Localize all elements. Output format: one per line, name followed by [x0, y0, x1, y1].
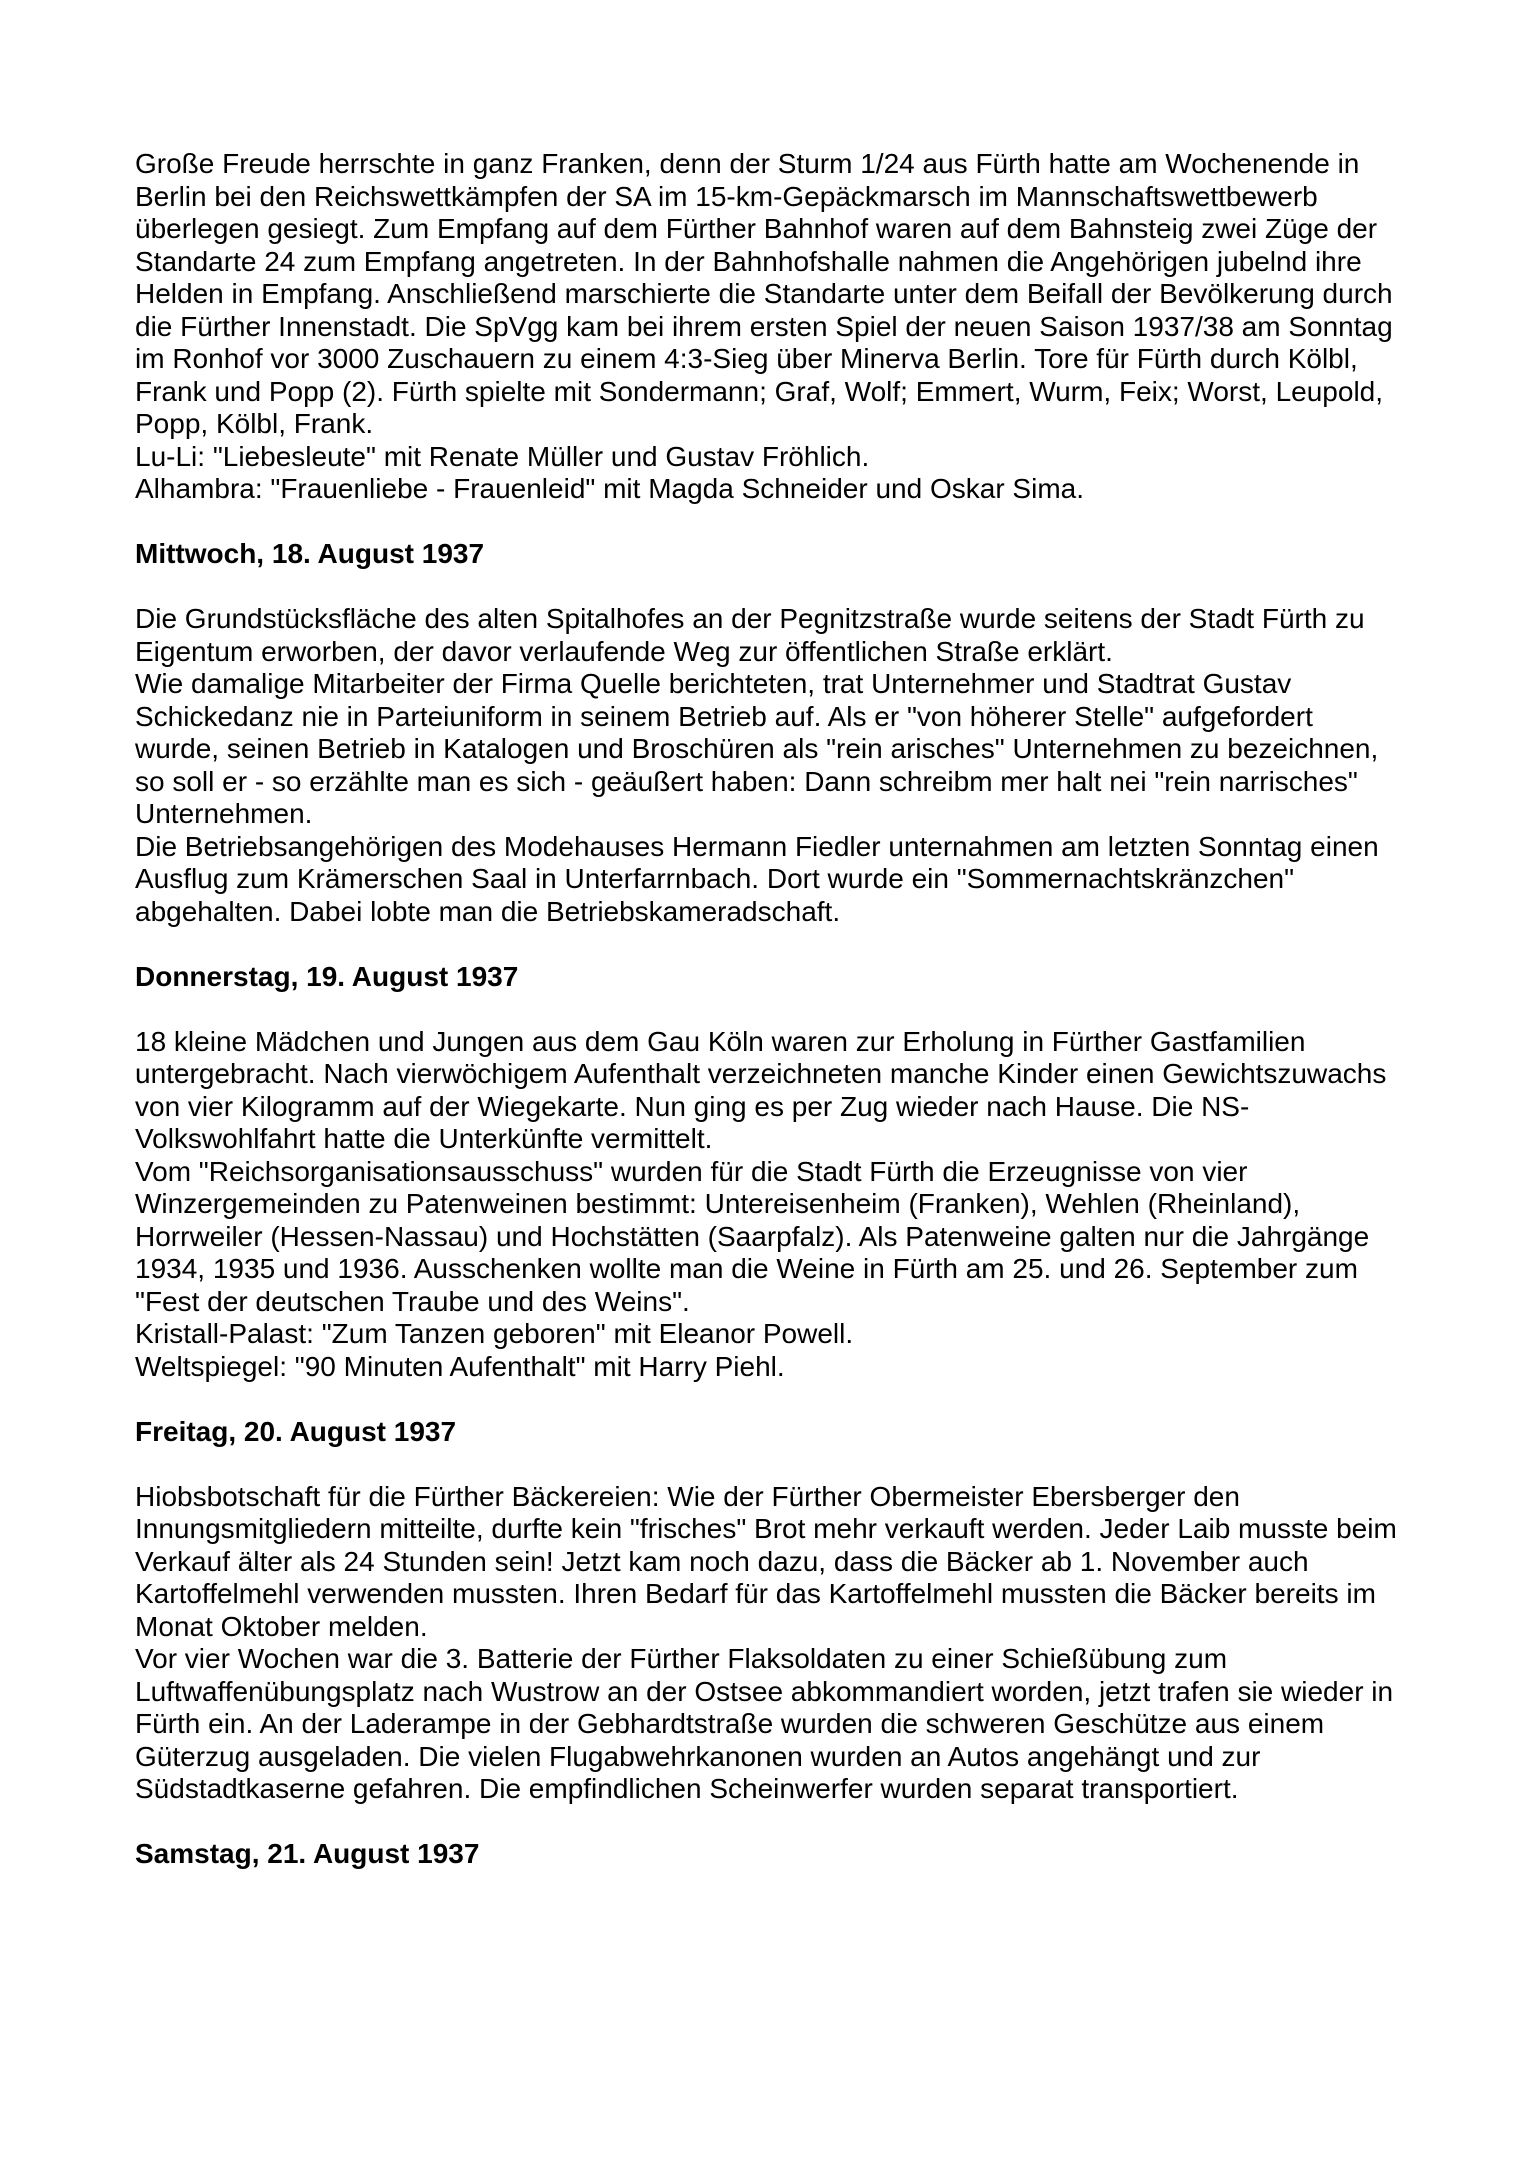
- date-heading: Donnerstag, 19. August 1937: [135, 960, 519, 992]
- paragraph: Vom "Reichsorganisationsausschuss" wurden für die Stadt Fürth die Erzeugnisse von vier Winzergemeinden zu Patenweinen bestimmt: Untereisenheim (Franken), Wehlen (Rheinland), Horrweiler (Hessen-Nassau) und Hochstätten (Saarpfalz). Als Patenweine galten nur die Jahrgänge 1934, 1935 und 1936. Ausschenken wollte man die Weine in Fürth am 25. und 26. September zum "Fest der deutschen Traube und des Weins".: [135, 1155, 1370, 1317]
- paragraph: Die Grundstücksfläche des alten Spitalhofes an der Pegnitzstraße wurde seitens der Stadt Fürth zu Eigentum erworben, der davor verlaufende Weg zur öffentlichen Straße erklärt.: [135, 603, 1365, 667]
- paragraph: Lu-Li: "Liebesleute" mit Renate Müller und Gustav Fröhlich.: [135, 440, 870, 472]
- paragraph: Weltspiegel: "90 Minuten Aufenthalt" mit Harry Piehl.: [135, 1350, 785, 1382]
- paragraph: Wie damalige Mitarbeiter der Firma Quelle berichteten, trat Unternehmer und Stadtrat Gustav Schickedanz nie in Parteiuniform in seinem Betrieb auf. Als er "von höherer Stelle" aufgefordert wurde, seinen Betrieb in Katalogen und Broschüren als "rein arisches" Unternehmen zu bezeichnen, so soll er - so erzählte man es sich - geäußert haben: Dann schreibm mer halt nei "rein narrisches" Unternehmen.: [135, 668, 1379, 829]
- date-heading: Mittwoch, 18. August 1937: [135, 538, 485, 569]
- paragraph: Große Freude herrschte in ganz Franken, denn der Sturm 1/24 aus Fürth hatte am Wochenende in Berlin bei den Reichswettkämpfen der SA im 15-km-Gepäckmarsch im Mannschaftswettbewerb überlegen gesiegt. Zum Empfang auf dem Fürther Bahnhof waren auf dem Bahnsteig zwei Züge der Standarte 24 zum Empfang angetreten. In der Bahnhofshalle nahmen die Angehörigen jubelnd ihre Helden in Empfang. Anschließend marschierte die Standarte unter dem Beifall der Bevölkerung durch die Fürther Innenstadt. Die SpVgg kam bei ihrem ersten Spiel der neuen Saison 1937/38 am Sonntag im Ronhof vor 3000 Zuschauern zu einem 4:3-Sieg über Minerva Berlin. Tore für Fürth durch Kölbl, Frank und Popp (2). Fürth spielte mit Sondermann; Graf, Wolf; Emmert, Wurm, Feix; Worst, Leupold, Popp, Kölbl, Frank.: [135, 148, 1393, 439]
- date-heading: Freitag, 20. August 1937: [135, 1415, 457, 1447]
- paragraph: Kristall-Palast: "Zum Tanzen geboren" mit Eleanor Powell.: [135, 1318, 854, 1349]
- date-heading: Samstag, 21. August 1937: [135, 1838, 480, 1869]
- paragraph: Alhambra: "Frauenliebe - Frauenleid" mit Magda Schneider und Oskar Sima.: [135, 473, 1084, 504]
- paragraph: Die Betriebsangehörigen des Modehauses Hermann Fiedler unternahmen am letzten Sonntag einen Ausflug zum Krämerschen Saal in Unterfarrnbach. Dort wurde ein "Sommernachtskränzchen" abgehalten. Dabei lobte man die Betriebskameradschaft.: [135, 830, 1379, 927]
- paragraph: Hiobsbotschaft für die Fürther Bäckereien: Wie der Fürther Obermeister Ebersberger den Innungsmitgliedern mitteilte, durfte kein "frisches" Brot mehr verkauft werden. Jeder Laib musste beim Verkauf älter als 24 Stunden sein! Jetzt kam noch dazu, dass die Bäcker ab 1. November auch Kartoffelmehl verwenden mussten. Ihren Bedarf für das Kartoffelmehl mussten die Bäcker bereits im Monat Oktober melden.: [135, 1480, 1397, 1642]
- paragraph: Vor vier Wochen war die 3. Batterie der Fürther Flaksoldaten zu einer Schießübung zum Luftwaffenübungsplatz nach Wustrow an der Ostsee abkommandiert worden, jetzt trafen sie wieder in Fürth ein. An der Laderampe in der Gebhardtstraße wurden die schweren Geschütze aus einem Güterzug ausgeladen. Die vielen Flugabwehrkanonen wurden an Autos angehängt und zur Südstadtkaserne gefahren. Die empfindlichen Scheinwerfer wurden separat transportiert.: [135, 1643, 1394, 1804]
- paragraph: 18 kleine Mädchen und Jungen aus dem Gau Köln waren zur Erholung in Fürther Gastfamilien untergebracht. Nach vierwöchigem Aufenthalt verzeichneten manche Kinder einen Gewichtszuwachs von vier Kilogramm auf der Wiegekarte. Nun ging es per Zug wieder nach Hause. Die NS-Volkswohlfahrt hatte die Unterkünfte vermittelt.: [135, 1025, 1387, 1154]
